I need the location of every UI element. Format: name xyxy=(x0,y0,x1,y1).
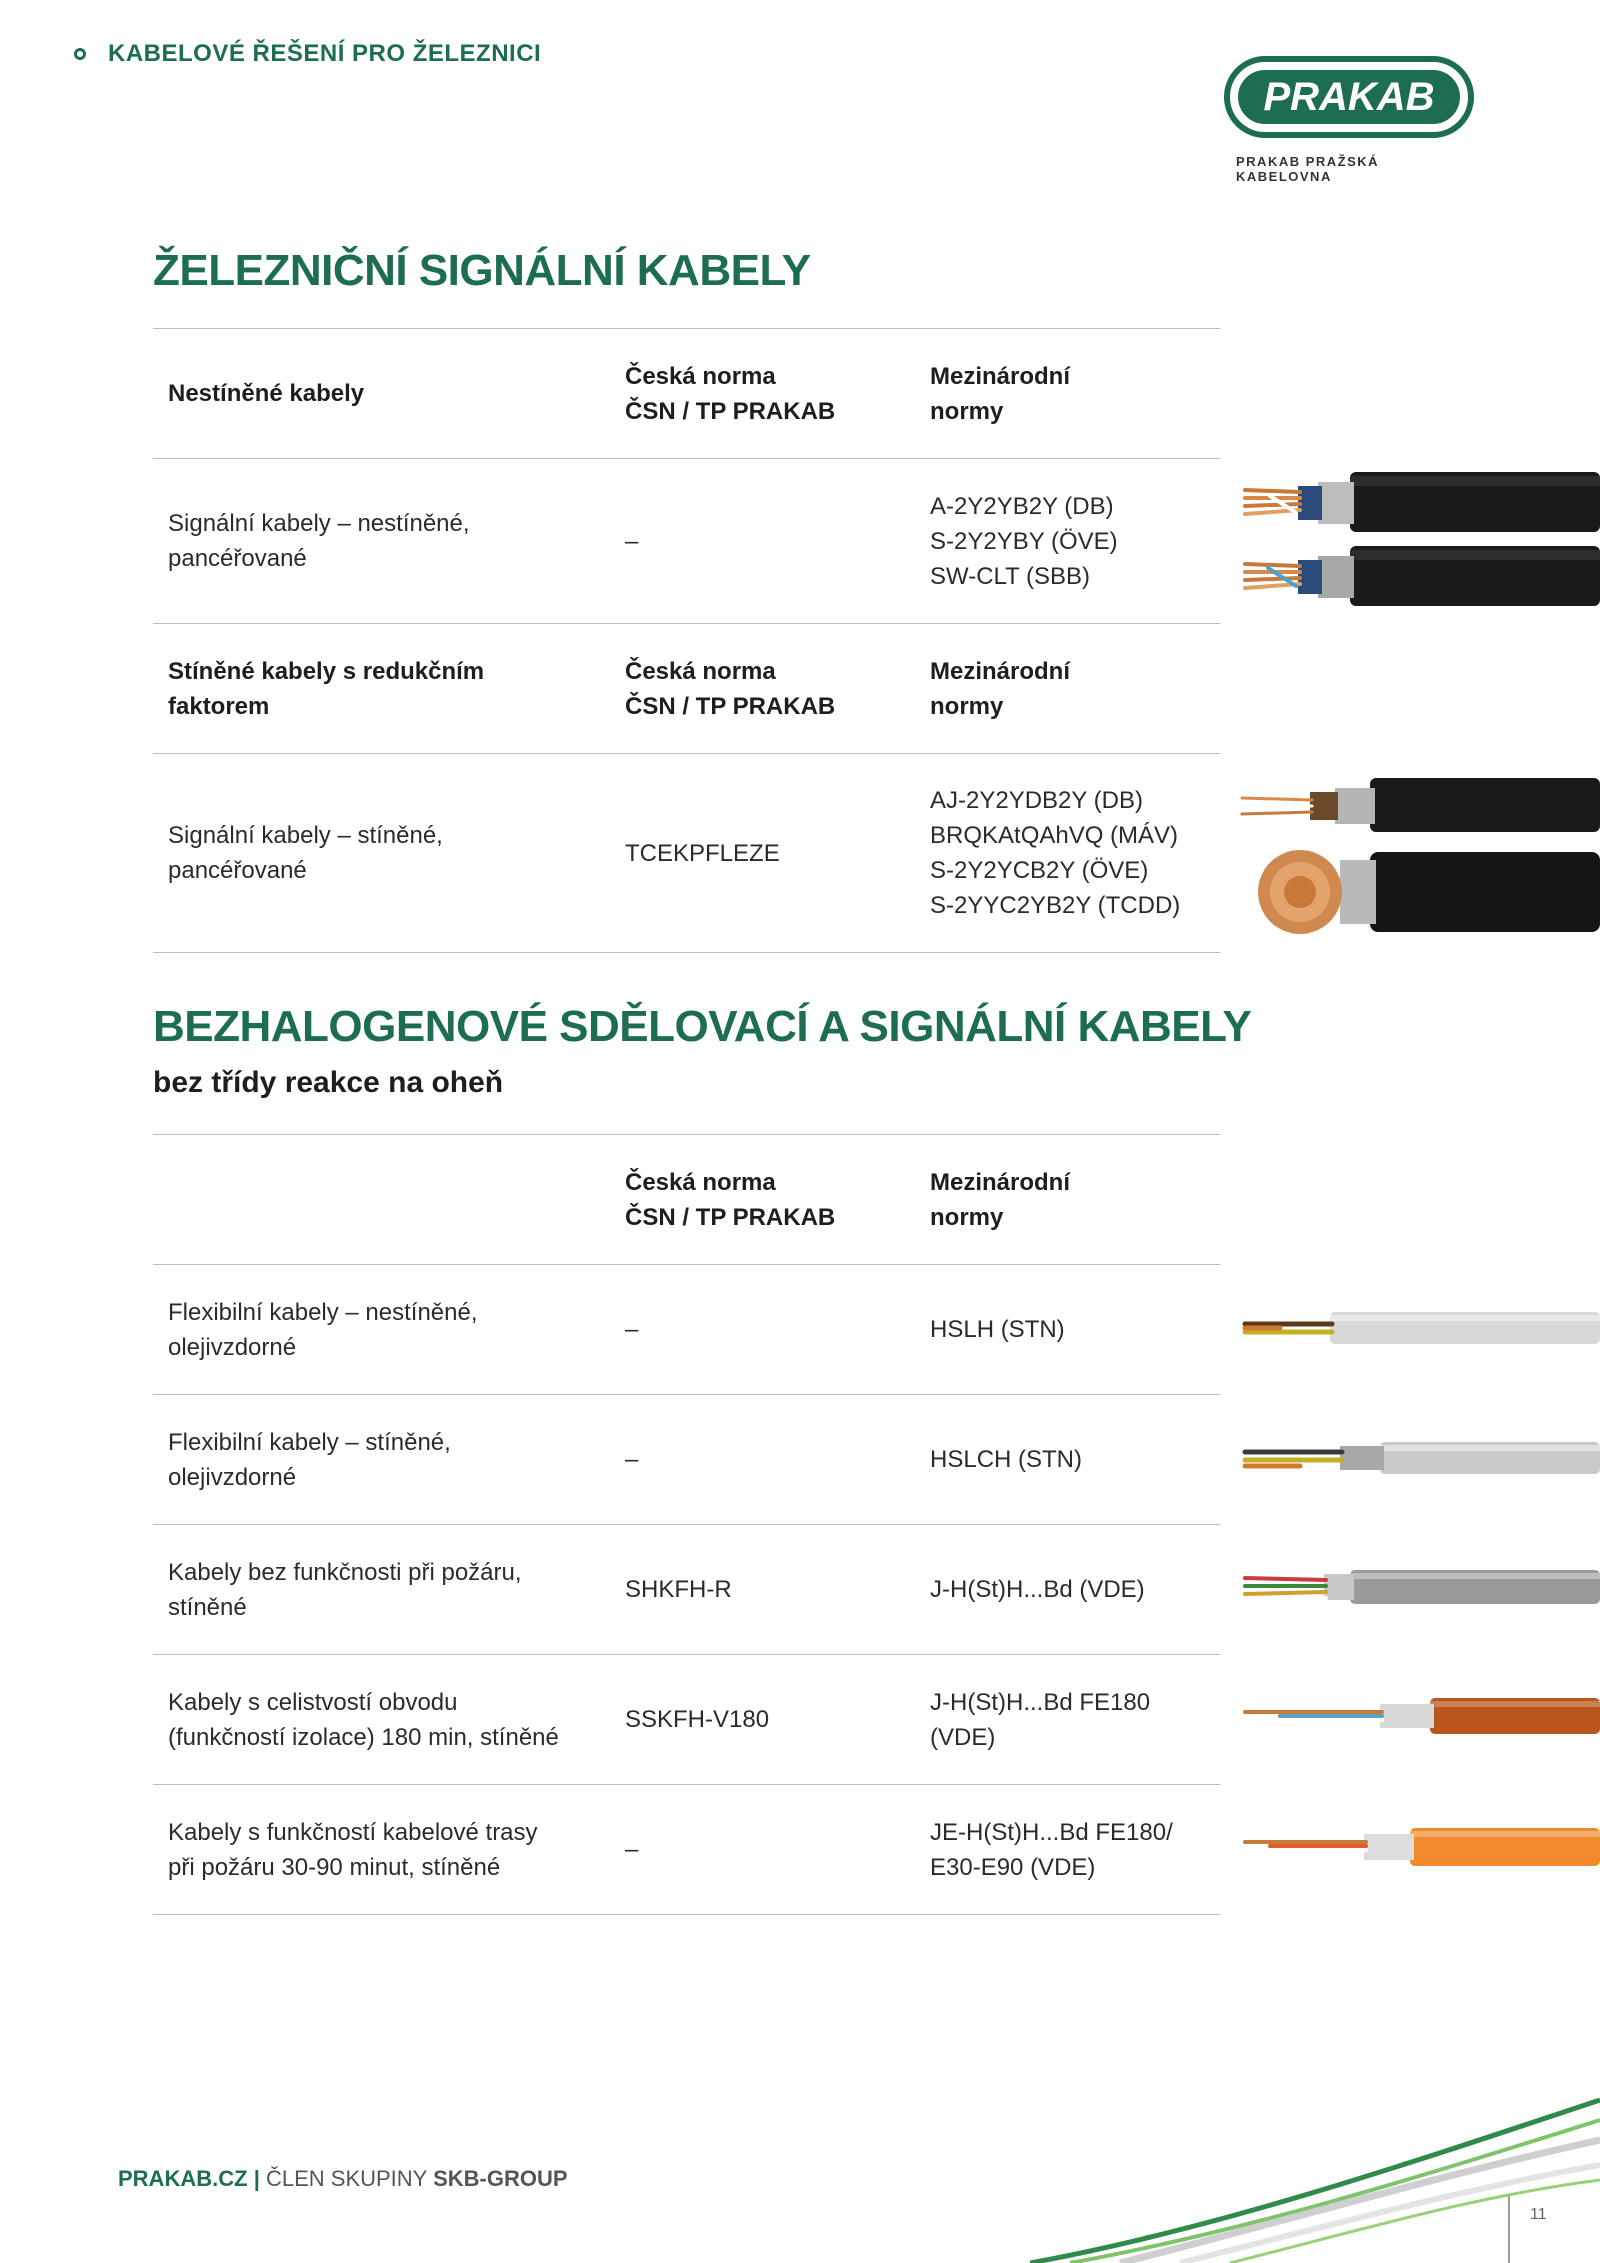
header-cell: Mezinárodní normy xyxy=(930,657,1071,720)
fire-cable-shielded-image xyxy=(1240,1558,1600,1618)
czech-norm: – xyxy=(625,1316,639,1343)
section2-subtitle: bez třídy reakce na oheň xyxy=(153,1066,504,1099)
intl-norm: JE-H(St)H...Bd FE180/ E30-E90 (VDE) xyxy=(930,1818,1173,1881)
czech-norm: SSKFH-V180 xyxy=(625,1706,770,1733)
header-title: KABELOVÉ ŘEŠENÍ PRO ŽELEZNICI xyxy=(108,40,542,67)
header-cell: Česká norma ČSN / TP PRAKAB xyxy=(625,362,836,425)
flexible-shielded-cable-image xyxy=(1240,1434,1600,1482)
intl-norm: AJ-2Y2YDB2Y (DB) BRQKAtQAhVQ (MÁV) S-2Y2YCB2Y (ÖVE) S-2YYC2YB2Y (TCDD) xyxy=(930,787,1181,919)
footer-separator: | xyxy=(253,2166,260,2191)
footer-brand-link[interactable]: PRAKAB.CZ xyxy=(118,2166,248,2191)
czech-norm: – xyxy=(625,1446,639,1473)
table-row xyxy=(153,754,1220,953)
header-cell: Česká norma ČSN / TP PRAKAB xyxy=(625,1168,836,1231)
e30-e90-cable-image xyxy=(1240,1820,1600,1874)
circle-bullet-icon xyxy=(74,48,86,60)
header-cell: Mezinárodní normy xyxy=(930,1168,1071,1231)
cable-name: Flexibilní kabely – nestíněné, olejivzdorné xyxy=(168,1298,478,1361)
table-row xyxy=(153,1265,1220,1395)
flexible-unshielded-cable-image xyxy=(1240,1304,1600,1352)
header-cell: Mezinárodní normy xyxy=(930,362,1071,425)
cable-name: Signální kabely – nestíněné, pancéřované xyxy=(168,510,470,572)
cable-name: Kabely bez funkčnosti při požáru, stíněné xyxy=(168,1558,522,1621)
fe180-cable-image xyxy=(1240,1692,1600,1742)
cable-name: Flexibilní kabely – stíněné, olejivzdorné xyxy=(168,1428,451,1491)
intl-norm: HSLCH (STN) xyxy=(930,1446,1083,1473)
section1-table xyxy=(153,328,1220,953)
czech-norm: – xyxy=(625,1836,639,1863)
table-row xyxy=(153,1395,1220,1525)
logo-wordmark: PRAKAB xyxy=(1263,75,1435,119)
table-row xyxy=(153,1655,1220,1785)
prakab-logo xyxy=(1224,56,1474,184)
footer-member-text: ČLEN SKUPINY xyxy=(265,2166,427,2191)
cable-name: Kabely s funkčností kabelové trasy při požáru 30-90 minut, stíněné xyxy=(168,1818,538,1881)
header-cell: Česká norma ČSN / TP PRAKAB xyxy=(625,657,836,720)
logo-subtitle: PRAKAB PRAŽSKÁ KABELOVNA xyxy=(1236,154,1380,184)
table-header-row xyxy=(153,624,1220,754)
section2-table xyxy=(153,1134,1220,1915)
armored-unshielded-cable-image xyxy=(1240,462,1600,617)
page-number: 11 xyxy=(1530,2206,1547,2223)
section2-title: BEZHALOGENOVÉ SDĚLOVACÍ A SIGNÁLNÍ KABELY xyxy=(153,1002,1252,1051)
intl-norm: J-H(St)H...Bd (VDE) xyxy=(930,1576,1145,1603)
logo-mark xyxy=(1224,56,1474,138)
decorative-cable-swoosh xyxy=(1030,2080,1600,2263)
intl-norm: A-2Y2YB2Y (DB) S-2Y2YBY (ÖVE) SW-CLT (SBB) xyxy=(930,492,1118,590)
page-footer xyxy=(118,2166,568,2192)
table-row xyxy=(153,459,1220,624)
table-row xyxy=(153,1525,1220,1655)
czech-norm: TCEKPFLEZE xyxy=(625,839,780,867)
czech-norm: – xyxy=(625,527,639,555)
cable-name: Kabely s celistvostí obvodu (funkčností izolace) 180 min, stíněné xyxy=(168,1688,559,1751)
intl-norm: HSLH (STN) xyxy=(930,1316,1065,1343)
table-header-row xyxy=(153,1134,1220,1265)
footer-group-name: SKB-GROUP xyxy=(433,2166,568,2191)
table-row xyxy=(153,1785,1220,1915)
czech-norm: SHKFH-R xyxy=(625,1576,732,1603)
section1-title: ŽELEZNIČNÍ SIGNÁLNÍ KABELY xyxy=(153,246,811,295)
intl-norm: J-H(St)H...Bd FE180 (VDE) xyxy=(930,1688,1151,1751)
cable-name: Signální kabely – stíněné, pancéřované xyxy=(168,822,443,884)
header-cell: Stíněné kabely s redukčním faktorem xyxy=(168,657,485,720)
page-number-divider xyxy=(1508,2196,1510,2263)
table-header-row xyxy=(153,328,1220,459)
page-header xyxy=(74,40,541,68)
armored-shielded-cable-image xyxy=(1240,770,1600,940)
header-cell: Nestíněné kabely xyxy=(168,380,365,407)
